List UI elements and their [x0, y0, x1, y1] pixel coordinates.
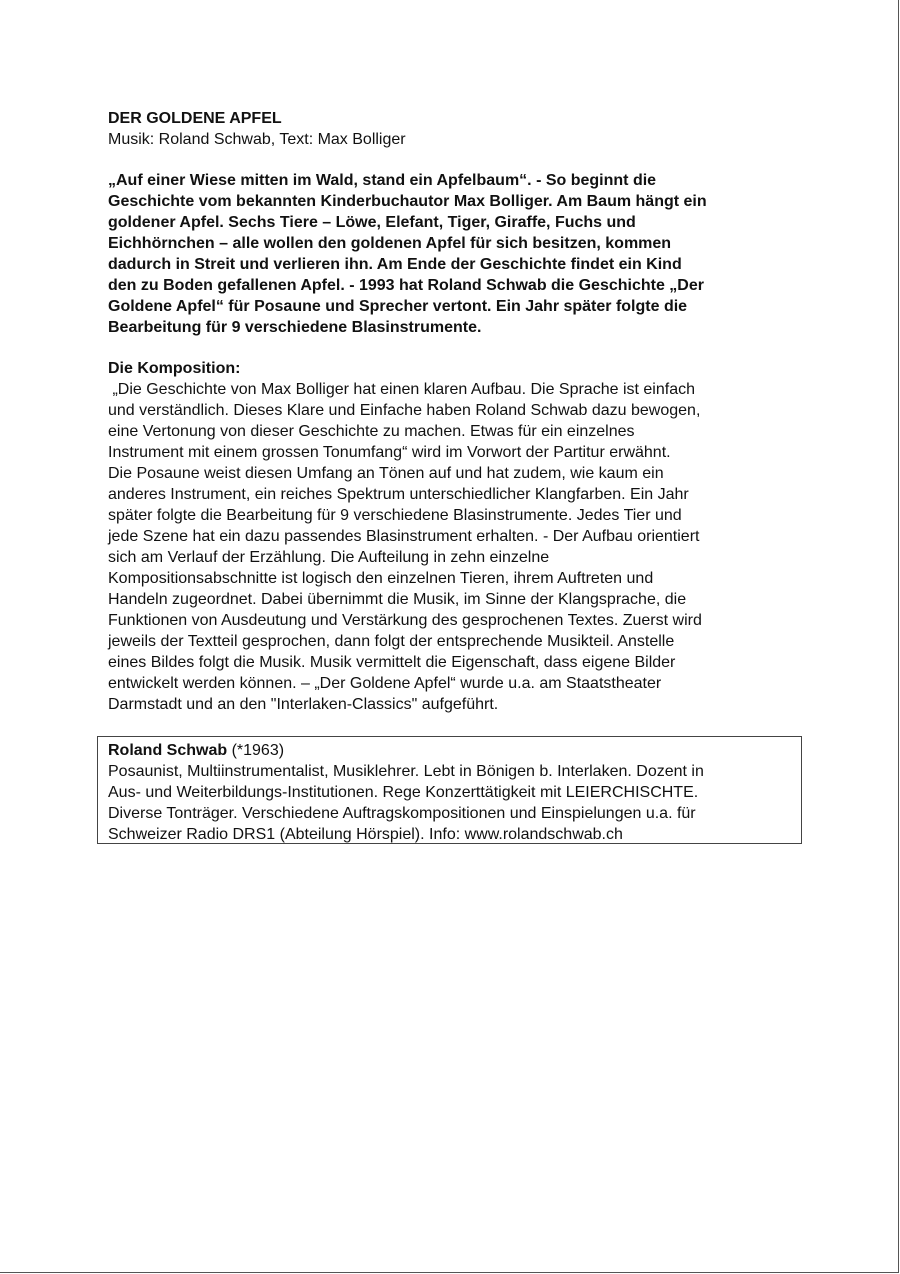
bio-line: Posaunist, Multiinstrumentalist, Musiklehrer. Lebt in Bönigen b. Interlaken. Dozent in — [108, 763, 704, 780]
composition-line: Darmstadt und an den "Interlaken-Classics" aufgeführt. — [108, 696, 499, 713]
composition-line: jeweils der Textteil gesprochen, dann folgt der entsprechende Musikteil. Anstelle — [108, 633, 675, 650]
intro-line: goldener Apfel. Sechs Tiere – Löwe, Elefant, Tiger, Giraffe, Fuchs und — [108, 214, 636, 231]
bio-heading — [108, 740, 801, 761]
bio-line: Aus- und Weiterbildungs-Institutionen. Rege Konzerttätigkeit mit LEIERCHISCHTE. — [108, 784, 699, 801]
composition-line: eine Vertonung von dieser Geschichte zu machen. Etwas für ein einzelnes — [108, 423, 635, 440]
intro-line: dadurch in Streit und verlieren ihn. Am Ende der Geschichte findet ein Kind — [108, 256, 682, 273]
composition-line: und verständlich. Dieses Klare und Einfache haben Roland Schwab dazu bewogen, — [108, 402, 701, 419]
bio-years: (*1963) — [227, 742, 285, 759]
composition-line: Instrument mit einem grossen Tonumfang“ wird im Vorwort der Partitur erwähnt. — [108, 444, 671, 461]
composition-line: Die Posaune weist diesen Umfang an Tönen auf und hat zudem, wie kaum ein — [108, 465, 664, 482]
composition-line: entwickelt werden können. – „Der Goldene Apfel“ wurde u.a. am Staatstheater — [108, 675, 662, 692]
document-credits: Musik: Roland Schwab, Text: Max Bolliger — [108, 131, 406, 148]
bio-name: Roland Schwab — [108, 742, 228, 759]
composition-line: „Die Geschichte von Max Bolliger hat einen klaren Aufbau. Die Sprache ist einfach — [108, 381, 695, 398]
composition-heading: Die Komposition: — [108, 360, 241, 377]
composition-line: anderes Instrument, ein reiches Spektrum unterschiedlicher Klangfarben. Ein Jahr — [108, 486, 689, 503]
document-title: DER GOLDENE APFEL — [108, 110, 282, 127]
composition-line: jede Szene hat ein dazu passendes Blasinstrument erhalten. - Der Aufbau orientiert — [108, 528, 700, 545]
composition-line: Kompositionsabschnitte ist logisch den einzelnen Tieren, ihrem Auftreten und — [108, 570, 654, 587]
bio-box — [97, 736, 802, 844]
bio-line: Diverse Tonträger. Verschiedene Auftragskompositionen und Einspielungen u.a. für — [108, 805, 696, 822]
composition-line: Funktionen von Ausdeutung und Verstärkung des gesprochenen Textes. Zuerst wird — [108, 612, 702, 629]
bio-paragraph — [108, 761, 801, 845]
composition-line: eines Bildes folgt die Musik. Musik vermittelt die Eigenschaft, dass eigene Bilder — [108, 654, 676, 671]
bio-line: Schweizer Radio DRS1 (Abteilung Hörspiel). Info: www.rolandschwab.ch — [108, 826, 623, 843]
intro-line: Geschichte vom bekannten Kinderbuchautor Max Bolliger. Am Baum hängt ein — [108, 193, 707, 210]
intro-line: den zu Boden gefallenen Apfel. - 1993 hat Roland Schwab die Geschichte „Der — [108, 277, 704, 294]
intro-line: „Auf einer Wiese mitten im Wald, stand ein Apfelbaum“. - So beginnt die — [108, 172, 657, 189]
composition-line: Handeln zugeordnet. Dabei übernimmt die Musik, im Sinne der Klangsprache, die — [108, 591, 687, 608]
intro-paragraph — [108, 170, 808, 338]
composition-line: sich am Verlauf der Erzählung. Die Aufteilung in zehn einzelne — [108, 549, 550, 566]
intro-line: Goldene Apfel“ für Posaune und Sprecher vertont. Ein Jahr später folgte die — [108, 298, 688, 315]
intro-line: Bearbeitung für 9 verschiedene Blasinstrumente. — [108, 319, 482, 336]
composition-line: später folgte die Bearbeitung für 9 verschiedene Blasinstrumente. Jedes Tier und — [108, 507, 682, 524]
document-content — [108, 108, 808, 715]
intro-line: Eichhörnchen – alle wollen den goldenen Apfel für sich besitzen, kommen — [108, 235, 672, 252]
composition-paragraph — [108, 379, 808, 715]
